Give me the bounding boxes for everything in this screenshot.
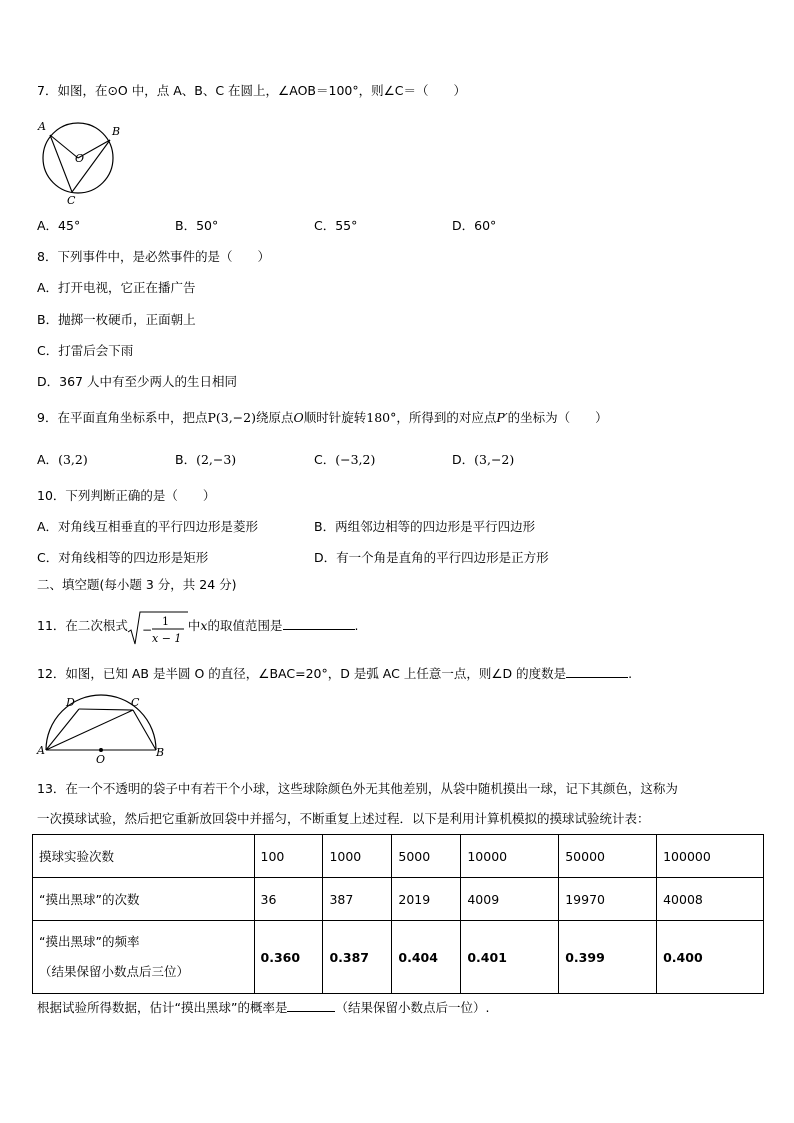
table-cell: 10000 — [461, 835, 559, 878]
table-row — [33, 835, 764, 878]
q13-conclusion — [37, 999, 489, 1017]
q9-option-c-value: (−3,2) — [335, 452, 376, 467]
table-cell: 50000 — [559, 835, 657, 878]
table-cell: 0.399 — [559, 921, 657, 994]
q10-option-d: D．有一个角是直角的平行四边形是正方形 — [314, 550, 549, 565]
q8-option-c: C．打雷后会下雨 — [37, 343, 134, 358]
table-cell-label: 摸球实验次数 — [33, 835, 255, 878]
table-row — [33, 921, 764, 994]
q13-line1: 13．在一个不透明的袋子中有若干个小球，这些球除颜色外无其他差别，从袋中随机摸出一球，记下其颜色，这称为 — [37, 781, 678, 796]
q12-label-b: B — [156, 746, 165, 759]
q9-option-c — [314, 451, 375, 469]
table-cell: 1000 — [323, 835, 392, 878]
q7-option-a: A．45° — [37, 218, 81, 233]
q11-stem-mid: 中 — [187, 618, 201, 633]
q8-option-b: B．抛掷一枚硬币，正面朝上 — [37, 312, 196, 327]
q9-option-b-letter: B． — [175, 452, 197, 467]
q9-stem — [37, 409, 608, 427]
q9-option-a-value: (3,2) — [58, 452, 88, 467]
q12-stem-end: . — [628, 666, 633, 681]
q10-option-a: A．对角线互相垂直的平行四边形是菱形 — [37, 519, 259, 534]
q7-stem: 7．如图，在⊙O 中，点 A、B、C 在圆上，∠AOB＝100°，则∠C＝（ ） — [37, 83, 467, 98]
q9-angle: 180° — [366, 410, 397, 425]
q12-label-c: C — [131, 696, 140, 709]
q13-conclusion-post: （结果保留小数点后一位）. — [335, 1000, 490, 1015]
q9-stem-mid: 绕原点 — [256, 410, 294, 425]
q9-option-a-letter: A． — [37, 452, 59, 467]
table-cell: 0.404 — [392, 921, 461, 994]
q11-numerator: 1 — [161, 615, 169, 628]
table-cell: 2019 — [392, 878, 461, 921]
q9-option-b — [175, 451, 236, 469]
q12-answer-blank[interactable] — [566, 665, 628, 678]
q9-stem-end: 的坐标为（ ） — [507, 410, 608, 425]
q7-label-o: O — [75, 152, 85, 165]
q7-label-a: A — [38, 120, 46, 133]
q9-stem-pre: 9．在平面直角坐标系中，把点 — [37, 410, 208, 425]
q12-label-o: O — [96, 753, 106, 766]
table-cell: 0.360 — [254, 921, 323, 994]
frequency-label: “摸出黑球”的频率 — [39, 934, 140, 949]
table-cell: 4009 — [461, 878, 559, 921]
q11-minus: − — [141, 623, 152, 637]
q13-conclusion-pre: 根据试验所得数据，估计“摸出黑球”的概率是 — [37, 1000, 288, 1015]
table-row — [33, 878, 764, 921]
table-cell: 387 — [323, 878, 392, 921]
q7-option-d: D．60° — [452, 218, 497, 233]
q11-var: x — [200, 618, 208, 633]
q9-option-c-letter: C． — [314, 452, 336, 467]
q11-stem-post: 的取值范围是 — [207, 618, 283, 633]
section-heading-fill-blank: 二、填空题(每小题 3 分，共 24 分) — [37, 577, 237, 592]
q11-stem-end: . — [354, 618, 359, 633]
q12-semicircle-figure — [36, 694, 166, 764]
q9-stem-mid2: 顺时针旋转 — [303, 410, 367, 425]
table-cell: 0.401 — [461, 921, 559, 994]
q7-option-c: C．55° — [314, 218, 358, 233]
q9-option-a — [37, 451, 88, 469]
q8-option-a: A．打开电视，它正在播广告 — [37, 280, 196, 295]
q10-option-b: B．两组邻边相等的四边形是平行四边形 — [314, 519, 536, 534]
table-cell: 40008 — [657, 878, 764, 921]
q9-option-d — [452, 451, 514, 469]
q10-option-c: C．对角线相等的四边形是矩形 — [37, 550, 209, 565]
q13-stats-table — [32, 834, 764, 994]
q11-radical-sign — [128, 610, 188, 648]
q7-label-b: B — [112, 125, 121, 138]
q9-stem-post: ，所得到的对应点 — [396, 410, 497, 425]
q11-denominator: x − 1 — [151, 632, 182, 645]
q11-stem — [37, 606, 358, 646]
q12-label-a: A — [37, 744, 45, 757]
table-cell-label — [33, 921, 255, 994]
table-cell-label: “摸出黑球”的次数 — [33, 878, 255, 921]
q12-stem — [37, 665, 632, 683]
q13-answer-blank[interactable] — [287, 999, 335, 1012]
q9-option-b-value: (2,−3) — [196, 452, 237, 467]
q12-label-d: D — [66, 696, 75, 709]
q7-circle-figure — [36, 116, 126, 207]
q10-stem: 10．下列判断正确的是（ ） — [37, 488, 216, 503]
table-cell: 19970 — [559, 878, 657, 921]
q8-stem: 8．下列事件中，是必然事件的是（ ） — [37, 249, 270, 264]
q7-label-c: C — [67, 194, 76, 207]
q11-answer-blank[interactable] — [283, 617, 355, 630]
q9-option-d-letter: D． — [452, 452, 475, 467]
table-cell: 0.400 — [657, 921, 764, 994]
table-cell: 5000 — [392, 835, 461, 878]
frequency-label-note: （结果保留小数点后三位） — [39, 964, 190, 979]
table-cell: 100 — [254, 835, 323, 878]
q9-point: P(3,−2) — [207, 410, 256, 425]
q7-option-b: B．50° — [175, 218, 219, 233]
q11-stem-pre: 11．在二次根式 — [37, 618, 128, 633]
table-cell: 0.387 — [323, 921, 392, 994]
table-cell: 100000 — [657, 835, 764, 878]
q11-radical — [128, 609, 188, 645]
q9-point-prime: P′ — [496, 410, 508, 425]
q9-option-d-value: (3,−2) — [474, 452, 515, 467]
q9-origin: O — [293, 410, 304, 425]
table-cell: 36 — [254, 878, 323, 921]
q12-stem-text: 12．如图，已知 AB 是半圆 O 的直径，∠BAC=20°，D 是弧 AC 上任意一点，则∠D 的度数是 — [37, 666, 567, 681]
q8-option-d: D．367 人中有至少两人的生日相同 — [37, 374, 237, 389]
q13-line2: 一次摸球试验，然后把它重新放回袋中并摇匀，不断重复上述过程．以下是利用计算机模拟的摸球试验统计表： — [37, 811, 650, 826]
